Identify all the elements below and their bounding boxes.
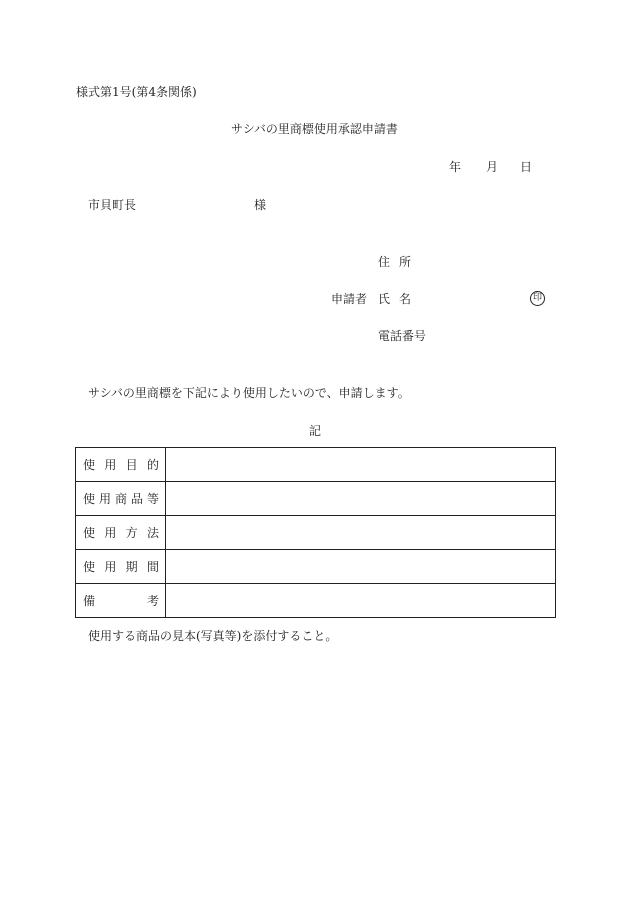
table-row bbox=[76, 482, 556, 516]
honorific: 様 bbox=[254, 198, 267, 212]
row-value-field[interactable] bbox=[166, 516, 556, 550]
phone-label: 電話番号 bbox=[378, 329, 427, 343]
name-label: 氏名 bbox=[378, 292, 421, 306]
date-month-label: 月 bbox=[486, 160, 499, 174]
usage-table bbox=[75, 447, 556, 618]
row-value-field[interactable] bbox=[166, 448, 556, 482]
row-value-field[interactable] bbox=[166, 550, 556, 584]
application-statement: サシバの里商標を下記により使用したいので、申請します。 bbox=[88, 386, 410, 400]
applicant-label: 申請者 bbox=[331, 292, 368, 306]
row-label-cell bbox=[76, 448, 166, 482]
row-label: 使 用 期 間 bbox=[83, 560, 159, 574]
row-value-field[interactable] bbox=[166, 584, 556, 618]
row-label-cell bbox=[76, 550, 166, 584]
row-label-cell bbox=[76, 584, 166, 618]
table-row bbox=[76, 516, 556, 550]
form-number: 様式第1号(第4条関係) bbox=[76, 85, 197, 99]
seal-mark: 印 bbox=[530, 291, 545, 306]
document-title: サシバの里商標使用承認申請書 bbox=[231, 122, 398, 136]
row-label: 使 用 方 法 bbox=[83, 526, 159, 540]
address-label: 住所 bbox=[378, 255, 421, 269]
date-day-label: 日 bbox=[520, 160, 533, 174]
ki-heading: 記 bbox=[309, 424, 322, 438]
table-row bbox=[76, 448, 556, 482]
row-label-cell bbox=[76, 482, 166, 516]
attachment-note: 使用する商品の見本(写真等)を添付すること。 bbox=[88, 629, 338, 643]
row-label: 使 用 目 的 bbox=[83, 458, 159, 472]
row-label-cell bbox=[76, 516, 166, 550]
row-label: 使 用 商 品 等 bbox=[83, 492, 159, 506]
table-row bbox=[76, 550, 556, 584]
row-label: 備 考 bbox=[83, 594, 159, 608]
row-value-field[interactable] bbox=[166, 482, 556, 516]
addressee: 市貝町長 bbox=[88, 198, 137, 212]
table-row bbox=[76, 584, 556, 618]
date-year-label: 年 bbox=[449, 160, 462, 174]
